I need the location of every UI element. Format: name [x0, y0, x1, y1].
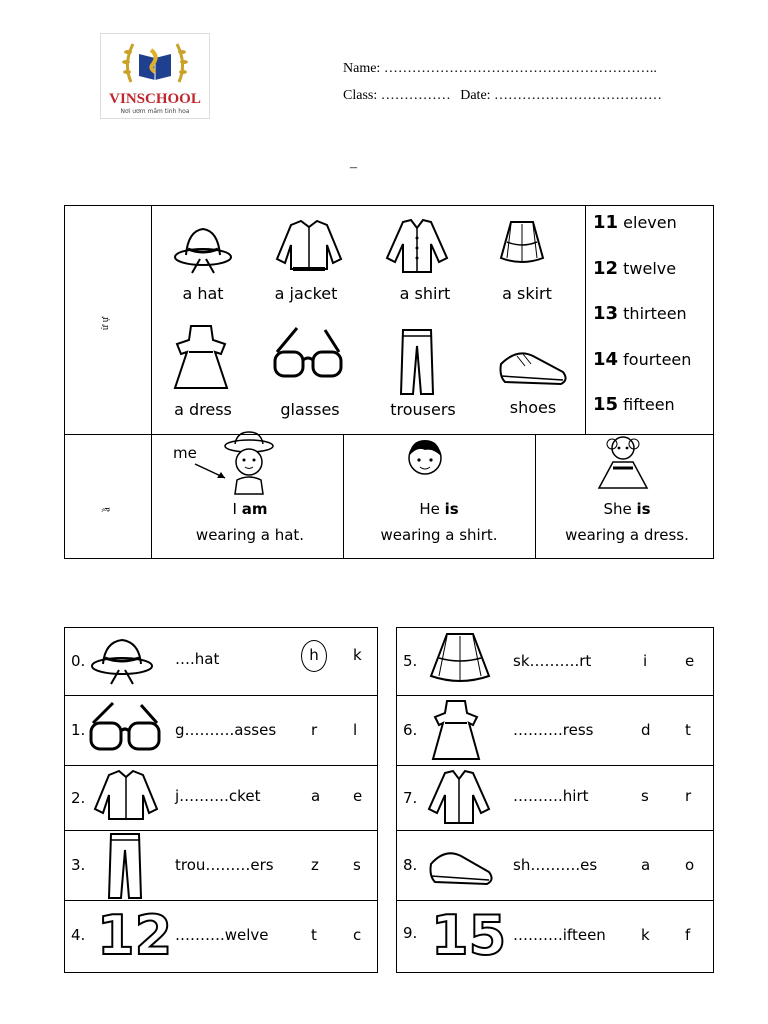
shoes-icon	[427, 844, 499, 888]
word-hat: a hat	[182, 284, 224, 303]
option-a[interactable]: k	[641, 926, 650, 944]
word-shoes: shoes	[509, 398, 557, 417]
skirt-icon	[427, 632, 493, 688]
number-11: 11 eleven	[593, 212, 677, 233]
word-glasses: glasses	[280, 400, 340, 419]
option-b[interactable]: c	[353, 926, 362, 944]
glasses-icon	[87, 701, 163, 761]
exercise-row-5: 5. sk……….rt i e	[397, 628, 713, 695]
option-b[interactable]: o	[685, 856, 695, 874]
jacket-icon	[89, 771, 163, 825]
girl-with-hat-icon	[223, 432, 275, 494]
option-b[interactable]: r	[685, 787, 692, 805]
exercise-stem: ……….ifteen	[513, 926, 606, 944]
number-14: 14 fourteen	[593, 349, 692, 370]
option-b[interactable]: s	[353, 856, 361, 874]
class-field: Class: ……………	[343, 88, 451, 103]
exercise-row-4: 4. 12 ……….welve t c	[71, 904, 362, 967]
trousers-icon	[105, 832, 145, 900]
exercise-stem: g……….asses	[175, 721, 277, 739]
number-picture-15: 15	[431, 904, 507, 967]
exercise-stem: ……….hirt	[513, 787, 589, 805]
word-shirt: a shirt	[399, 284, 451, 303]
sentence-i-am: I am wearing a hat.	[195, 500, 305, 544]
option-a[interactable]: z	[311, 856, 319, 874]
sentence-he-is: He is wearing a shirt.	[380, 500, 498, 544]
exercise-row-6: 6. ……….ress d t	[397, 695, 713, 765]
name-line: Name: …………………………………………………..	[343, 61, 657, 76]
option-a[interactable]: a	[311, 787, 321, 805]
option-a-circled[interactable]: h	[301, 640, 327, 672]
class-line	[343, 88, 662, 104]
number-picture-12: 12	[97, 904, 173, 967]
shirt-icon	[423, 769, 495, 827]
title-dash: –	[350, 160, 357, 175]
option-b[interactable]: e	[353, 787, 363, 805]
date-field: Date: ………………………………	[460, 88, 663, 103]
option-b[interactable]: k	[353, 646, 362, 664]
trousers-icon	[395, 326, 439, 398]
exercise-row-0: 0. ….hat h k	[65, 628, 377, 695]
side-label-vocabulary: ừ ự	[100, 316, 112, 331]
option-a[interactable]: d	[641, 721, 651, 739]
exercise-row-7: 7. ……….hirt s r	[397, 765, 713, 830]
logo-brand: VINSCHOOL	[109, 91, 201, 107]
exercise-stem: ……….ress	[513, 721, 594, 739]
exercise-row-9: 9. 15 ……….ifteen k f	[403, 904, 691, 967]
sentence-she-is: She is wearing a dress.	[565, 500, 689, 544]
option-a[interactable]: s	[641, 787, 649, 805]
exercise-row-8: 8. sh……….es a o	[397, 830, 713, 900]
exercise-stem: sk……….rt	[513, 652, 592, 670]
boy-icon	[405, 436, 445, 482]
exercise-row-2: 2. j……….cket a e	[65, 765, 377, 830]
me-label: me	[173, 444, 197, 462]
exercise-stem: j……….cket	[175, 787, 261, 805]
option-a[interactable]: r	[311, 721, 318, 739]
dress-icon	[431, 699, 481, 763]
option-a[interactable]: i	[643, 652, 648, 670]
word-skirt: a skirt	[502, 284, 552, 303]
option-a[interactable]: t	[311, 926, 317, 944]
option-a[interactable]: a	[641, 856, 651, 874]
skirt-icon	[497, 218, 547, 268]
girl-in-dress-icon	[593, 434, 653, 492]
exercise-stem: trou………ers	[175, 856, 274, 874]
jacket-icon	[271, 219, 347, 275]
exercise-right-table	[396, 627, 714, 973]
number-12: 12 twelve	[593, 258, 677, 279]
word-trousers: trousers	[390, 400, 456, 419]
option-b[interactable]: e	[685, 652, 695, 670]
exercise-left-table	[64, 627, 378, 973]
hat-icon	[87, 634, 157, 688]
glasses-icon	[269, 324, 349, 386]
word-jacket: a jacket	[274, 284, 338, 303]
option-b[interactable]: f	[685, 926, 691, 944]
exercise-row-1: 1. g……….asses r l	[65, 695, 377, 765]
word-dress: a dress	[174, 400, 232, 419]
vinschool-logo	[100, 33, 210, 119]
option-b[interactable]: l	[353, 721, 358, 739]
exercise-stem: sh……….es	[513, 856, 598, 874]
dress-icon	[173, 322, 229, 394]
shoes-icon	[497, 342, 573, 388]
shirt-icon	[381, 218, 453, 276]
exercise-row-3: 3. trou………ers z s	[65, 830, 377, 900]
side-label-sentences: ầ	[101, 507, 113, 512]
number-13: 13 thirteen	[593, 303, 687, 324]
vocabulary-table	[64, 205, 714, 559]
exercise-stem: ….hat	[175, 650, 220, 668]
number-15: 15 fifteen	[593, 394, 675, 415]
exercise-stem: ……….welve	[175, 926, 269, 944]
hat-icon	[170, 221, 240, 276]
option-b[interactable]: t	[685, 721, 691, 739]
logo-tagline: Nơi ươm mầm tinh hoa	[120, 108, 190, 115]
